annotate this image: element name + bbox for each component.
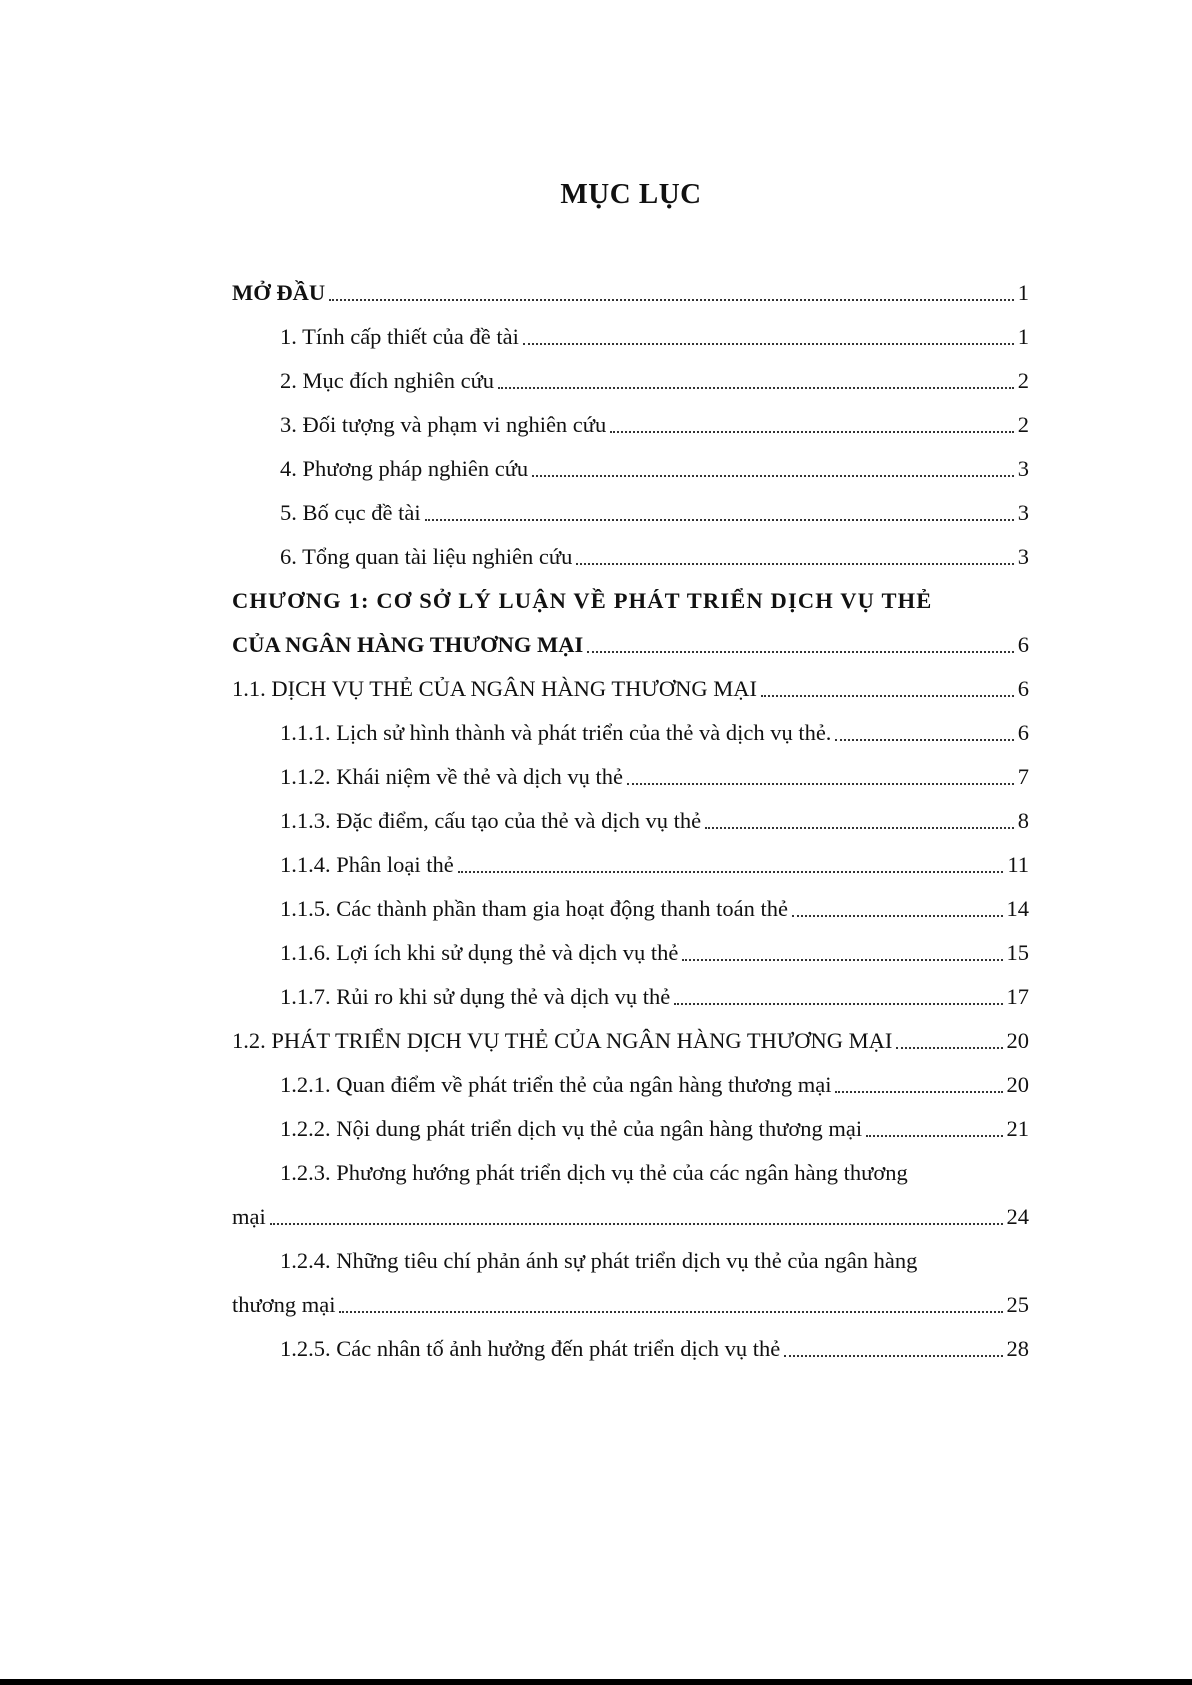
toc-entry-page: 7 bbox=[1017, 764, 1029, 789]
toc-entry-label: 2. Mục đích nghiên cứu bbox=[280, 368, 495, 393]
toc-entry-wrapped-line1[interactable] bbox=[232, 1239, 1029, 1283]
dot-leader bbox=[329, 299, 1014, 301]
toc-entry[interactable] bbox=[232, 1107, 1029, 1151]
toc-entry-label: 1.2.3. Phương hướng phát triển dịch vụ thẻ của các ngân hàng thương bbox=[280, 1160, 908, 1185]
toc-entry[interactable] bbox=[232, 1063, 1029, 1107]
toc-entry-label: 1.2.1. Quan điểm về phát triển thẻ của ngân hàng thương mại bbox=[280, 1072, 832, 1097]
toc-entry-label: 1.2.2. Nội dung phát triển dịch vụ thẻ của ngân hàng thương mại bbox=[280, 1116, 863, 1141]
dot-leader bbox=[896, 1047, 1002, 1049]
toc-entry-page: 3 bbox=[1017, 500, 1029, 525]
bottom-edge-line bbox=[0, 1679, 1192, 1685]
dot-leader bbox=[425, 519, 1014, 521]
toc-entry[interactable] bbox=[232, 403, 1029, 447]
toc-entry-page: 14 bbox=[1006, 896, 1029, 921]
dot-leader bbox=[792, 915, 1002, 917]
toc-entry-label: 1.1.1. Lịch sử hình thành và phát triển của thẻ và dịch vụ thẻ. bbox=[280, 720, 832, 745]
toc-entry[interactable] bbox=[232, 887, 1029, 931]
toc-entry-label: 5. Bố cục đề tài bbox=[280, 500, 421, 525]
toc-entry-label: 1.1.6. Lợi ích khi sử dụng thẻ và dịch vụ thẻ bbox=[280, 940, 679, 965]
toc-entry[interactable] bbox=[232, 667, 1029, 711]
toc-entry[interactable] bbox=[232, 1019, 1029, 1063]
toc-entry-label: 1.1.3. Đặc điểm, cấu tạo của thẻ và dịch vụ thẻ bbox=[280, 808, 702, 833]
toc-entry-label: 1.1. DỊCH VỤ THẺ CỦA NGÂN HÀNG THƯƠNG MẠI bbox=[232, 676, 757, 701]
toc-entry-page: 11 bbox=[1007, 852, 1029, 877]
toc-entry-label: 1.1.5. Các thành phần tham gia hoạt động thanh toán thẻ bbox=[280, 896, 789, 921]
dot-leader bbox=[627, 783, 1014, 785]
toc-entry-page: 6 bbox=[1017, 720, 1029, 745]
toc-entry-label: mại bbox=[232, 1204, 266, 1229]
toc-entry-label: CỦA NGÂN HÀNG THƯƠNG MẠI bbox=[232, 632, 584, 657]
toc-entry-page: 6 bbox=[1017, 632, 1029, 657]
dot-leader bbox=[532, 475, 1014, 477]
dot-leader bbox=[705, 827, 1014, 829]
toc-entry-page: 8 bbox=[1017, 808, 1029, 833]
toc-entry[interactable] bbox=[232, 359, 1029, 403]
dot-leader bbox=[610, 431, 1014, 433]
dot-leader bbox=[339, 1311, 1002, 1313]
toc-entry-label: 1.2.4. Những tiêu chí phản ánh sự phát triển dịch vụ thẻ của ngân hàng bbox=[280, 1248, 918, 1273]
dot-leader bbox=[682, 959, 1002, 961]
toc-entry-label: 1. Tính cấp thiết của đề tài bbox=[280, 324, 519, 349]
toc-entry[interactable] bbox=[232, 711, 1029, 755]
toc-entry-label: 1.2.5. Các nhân tố ảnh hưởng đến phát triển dịch vụ thẻ bbox=[280, 1336, 781, 1361]
toc-entry-page: 20 bbox=[1006, 1072, 1029, 1097]
dot-leader bbox=[835, 1091, 1002, 1093]
toc-entry[interactable] bbox=[232, 623, 1029, 667]
toc-entry-label: 1.1.2. Khái niệm về thẻ và dịch vụ thẻ bbox=[280, 764, 624, 789]
toc-entry[interactable] bbox=[232, 491, 1029, 535]
toc-entry-page: 2 bbox=[1017, 412, 1029, 437]
toc-entry-label: 6. Tổng quan tài liệu nghiên cứu bbox=[280, 544, 573, 569]
toc-entry-page: 28 bbox=[1006, 1336, 1029, 1361]
toc-entry-label: 1.1.4. Phân loại thẻ bbox=[280, 852, 454, 877]
dot-leader bbox=[576, 563, 1013, 565]
toc-entry[interactable] bbox=[232, 975, 1029, 1019]
toc-entry-page: 17 bbox=[1006, 984, 1029, 1009]
toc-entry-wrapped-line1[interactable] bbox=[232, 1151, 1029, 1195]
toc-entry-page: 20 bbox=[1006, 1028, 1029, 1053]
dot-leader bbox=[784, 1355, 1002, 1357]
toc-entry-chapter-line1[interactable] bbox=[232, 579, 1029, 623]
dot-leader bbox=[761, 695, 1014, 697]
toc-entry-page: 3 bbox=[1017, 544, 1029, 569]
toc-entry-label: MỞ ĐẦU bbox=[232, 280, 326, 305]
toc-entry-label: 1.1.7. Rủi ro khi sử dụng thẻ và dịch vụ thẻ bbox=[280, 984, 671, 1009]
toc-entry[interactable] bbox=[232, 271, 1029, 315]
toc-entry[interactable] bbox=[232, 447, 1029, 491]
dot-leader bbox=[498, 387, 1014, 389]
toc-entry-label: thương mại bbox=[232, 1292, 336, 1317]
toc-entry[interactable] bbox=[232, 1327, 1029, 1371]
toc-entry[interactable] bbox=[232, 315, 1029, 359]
toc-entry-label: 3. Đối tượng và phạm vi nghiên cứu bbox=[280, 412, 607, 437]
dot-leader bbox=[270, 1223, 1003, 1225]
toc-entry-page: 1 bbox=[1017, 324, 1029, 349]
toc-entry-page: 24 bbox=[1006, 1204, 1029, 1229]
toc-entry[interactable] bbox=[232, 799, 1029, 843]
toc-entry[interactable] bbox=[232, 535, 1029, 579]
toc-entry-page: 15 bbox=[1006, 940, 1029, 965]
toc-entry[interactable] bbox=[232, 755, 1029, 799]
toc-entry-page: 1 bbox=[1017, 280, 1029, 305]
toc-entry-label: 1.2. PHÁT TRIỂN DỊCH VỤ THẺ CỦA NGÂN HÀNG THƯƠNG MẠI bbox=[232, 1028, 893, 1053]
toc-entry-page: 3 bbox=[1017, 456, 1029, 481]
page-title: MỤC LỤC bbox=[560, 178, 702, 210]
toc-entry-label: 4. Phương pháp nghiên cứu bbox=[280, 456, 529, 481]
toc-entry[interactable] bbox=[232, 1195, 1029, 1239]
toc-entry-page: 25 bbox=[1006, 1292, 1029, 1317]
dot-leader bbox=[674, 1003, 1002, 1005]
dot-leader bbox=[523, 343, 1014, 345]
toc-entry[interactable] bbox=[232, 843, 1029, 887]
dot-leader bbox=[835, 739, 1013, 741]
dot-leader bbox=[587, 651, 1013, 653]
table-of-contents bbox=[232, 271, 1029, 1371]
toc-entry-page: 2 bbox=[1017, 368, 1029, 393]
toc-entry-label: CHƯƠNG 1: CƠ SỞ LÝ LUẬN VỀ PHÁT TRIỂN DỊCH VỤ THẺ bbox=[232, 588, 933, 613]
toc-entry[interactable] bbox=[232, 1283, 1029, 1327]
toc-entry-page: 21 bbox=[1006, 1116, 1029, 1141]
toc-entry[interactable] bbox=[232, 931, 1029, 975]
dot-leader bbox=[458, 871, 1004, 873]
dot-leader bbox=[866, 1135, 1002, 1137]
toc-entry-page: 6 bbox=[1017, 676, 1029, 701]
